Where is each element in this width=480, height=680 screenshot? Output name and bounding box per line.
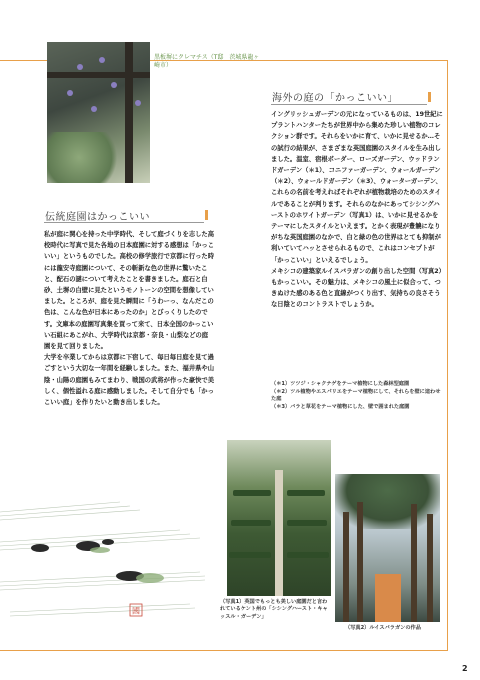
frame-line-right [447,60,448,650]
footnote-2: （＊2）ツル植物やエスパリエをテーマ植物にして、それらを壁に這わせた庭 [271,388,441,403]
left-paragraph-1: 私が庭に関心を持った中学時代、そして庭づくりを志した高校時代に写真で見た各地の日本庭園に対する感想は「かっこいい」というものでした。高校の修学旅行で京都に行った時には龍安寺庭園について、その斬新な色の世界に驚いたこと、配石の謎について考えたことを書きました。庭石と白砂、土塀の白壁に見たというモノトーンの空間を想像していました。ところが、庭を見た瞬間に「うわーっ、なんだこの色は、こんな色が日本にあったのか」とびっくりしたのです。文庫本の庭園写真集を買って来て、日本全国のかっこいい石組にあこがれ、大学時代は京都・奈良・山梨などの庭園を見て回りました。 [44,231,215,351]
barragan-photo [335,474,440,622]
page-number: 2 [462,664,468,673]
right-section-heading [272,89,398,104]
right-heading-text: 海外の庭の「かっこいい」 [272,93,398,104]
zen-garden-sketch [0,472,210,652]
footnotes [271,381,443,411]
right-paragraph-1: イングリッシュガーデンの元になっているものは、19世紀にプラントハンターたちが世界中から集めた珍しい植物のコレクション群です。それらをいかに育て、いかに見せるか…その試行の結果が、さまざまな英国庭園のスタイルを生み出しました。温室、宿根ボーダー、ローズガーデン、ウッドランドガーデン（＊1）、コニファーガーデン、ウォールガーデン（＊2）、ウォールドガーデン（＊3）、ウォーターガーデン、これらの名前を考えればそれぞれが植物栽培のためのスタイルであることが判ります。それらのなかにあってシシングハーストのホワイトガーデン（写真1）は、いかに見せるかをテーマにしたスタイルといえます。とかく表現が豊饒になりがちな英国庭園のなかで、白と緑の色の世界はとても抑制が利いていてハッとさせられるもので、これはコンセプトが「かっこいい」といえるでしょう。 [271,111,443,264]
left-heading-text: 伝統庭園はかっこいい [45,212,150,223]
left-paragraph-2: 大学を卒業してからは京都に下宿して、毎日毎日庭を見て過ごすという大切な一年間を経験しました。また、福井県や山陰・山陽の庭園もみてまわり、戦国の武将が作った豪快で美しく、個性溢れる庭に感動しました。そして自分でも「かっこいい庭」を作りたいと動き出しました。 [44,354,215,407]
right-heading-underline [271,104,427,105]
right-section-body [271,109,443,311]
left-section-heading [45,208,150,223]
clematis-fence-photo [47,42,150,183]
seal-text: 國 [132,606,140,616]
photo1-caption: （写真1）英国でもっとも美しい庭園だと言われているケント州の「シシングハースト・キャッスル・ガーデン」 [220,599,328,620]
left-section-body [44,229,214,408]
right-paragraph-2: メキシコの建築家ルイスバラガンの創り出した空間（写真2）もかっこいい。その魅力は、メキシコの風土に似合って、つきぬけた感のある色と直線がつくり出す、気持ちの良さそうな日陰とのコントラストでしょうか。 [271,267,442,309]
clematis-photo-caption: 黒板塀にクレマチス（T邸 茨城県龍ヶ崎市） [154,54,260,69]
footnote-3: （＊3）バラと草花をテーマ植物にした、壁で囲まれた庭園 [271,403,410,410]
right-heading-accent-bar [428,92,431,102]
photo2-caption: （写真2）ルイスバラガンの作品 [345,625,421,631]
left-heading-underline [44,222,204,223]
sissinghurst-garden-photo [227,440,331,596]
left-heading-accent-bar [205,210,208,220]
footnote-1: （＊1）ツツジ・シャクナゲをテーマ植物にした森林型庭園 [271,381,410,387]
